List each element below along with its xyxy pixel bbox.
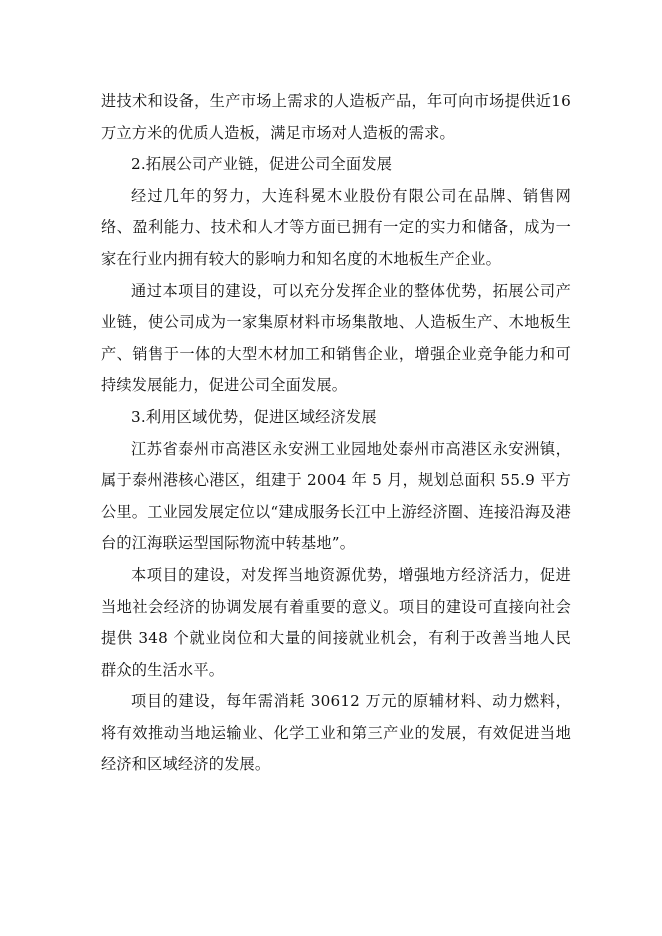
- document-body: [101, 86, 571, 781]
- section-heading-3: 3.利用区域优势，促进区域经济发展: [131, 407, 377, 426]
- paragraph-company-strength: 经过几年的努力，大连科冕木业股份有限公司在品牌、销售网络、盈利能力、技术和人才等方面已拥有一定的实力和储备，成为一家在行业内拥有较大的影响力和知名度的木地板生产企业。: [101, 186, 571, 268]
- paragraph-local-economy: 本项目的建设，对发挥当地资源优势，增强地方经济活力，促进当地社会经济的协调发展有着重要的意义。项目的建设可直接向社会提供 348 个就业岗位和大量的间接就业机会，有利于改善当地人民群众的生活水平。: [101, 565, 571, 679]
- paragraph-materials-consumption: 项目的建设，每年需消耗 30612 万元的原辅材料、动力燃料，将有效推动当地运输业、化学工业和第三产业的发展，有效促进当地经济和区域经济的发展。: [101, 692, 571, 774]
- paragraph-industrial-park: 江苏省泰州市高港区永安洲工业园地处泰州市高港区永安洲镇，属于泰州港核心港区，组建于 2004 年 5 月，规划总面积 55.9 平方公里。工业园发展定位以“建成服务长江中上游经济圈、连接沿海及港台的江海联运型国际物流中转基地”。: [101, 439, 571, 553]
- paragraph-industry-chain: 通过本项目的建设，可以充分发挥企业的整体优势，拓展公司产业链，使公司成为一家集原材料市场集散地、人造板生产、木地板生产、销售于一体的大型木材加工和销售企业，增强企业竞争能力和可持续发展能力，促进公司全面发展。: [101, 281, 571, 395]
- paragraph-continued: 进技术和设备，生产市场上需求的人造板产品，年可向市场提供近16 万立方米的优质人造板，满足市场对人造板的需求。: [101, 92, 571, 142]
- section-heading-2: 2.拓展公司产业链，促进公司全面发展: [131, 155, 393, 174]
